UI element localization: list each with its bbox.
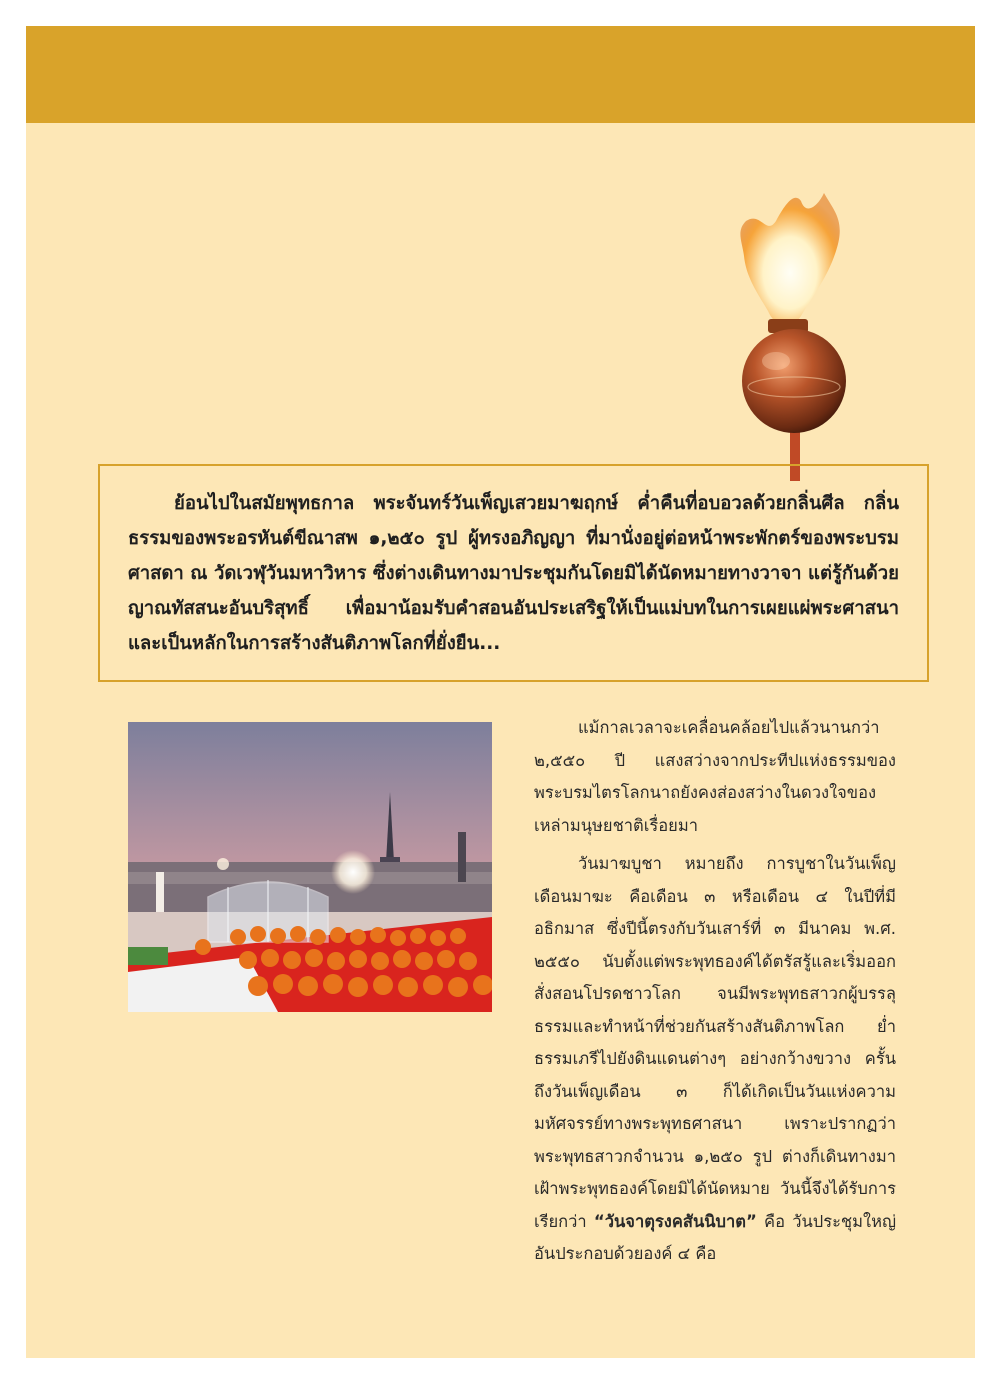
torch-icon <box>706 181 866 481</box>
body-paragraph-1-text: แม้กาลเวลาจะเคลื่อนคล้อยไปแล้วนานกว่า ๒,๕๕๐ ปี แสงสว่างจากประทีปแห่งธรรมของพระบรมไตรโลกนาถยังคงส่องสว่างในดวงใจของเหล่ามนุษยชาติเรื่อยมา <box>534 718 896 835</box>
body-paragraph-1 <box>534 712 896 842</box>
body-column <box>534 712 896 1277</box>
body-paragraph-2 <box>534 848 896 1271</box>
body-paragraph-2-ending: คือ วันประชุมใหญ่อันประกอบด้วยองค์ ๔ คือ <box>534 1211 897 1263</box>
body-paragraph-2-text: วันมาฆบูชา หมายถึง การบูชาในวันเพ็ญเดือนมาฆะ คือเดือน ๓ หรือเดือน ๔ ในปีที่มีอธิกมาส ซึ่งปีนี้ตรงกับวันเสาร์ที่ ๓ มีนาคม พ.ศ. ๒๕๕๐ นับตั้งแต่พระพุทธองค์ได้ตรัสรู้และเริ่มออกสั่งสอนโปรดชาวโลก จนมีพระพุทธสาวกผู้บรรลุธรรมและทำหน้าที่ช่วยกันสร้างสันติภาพโลก ย่ำธรรมเภรีไปยังดินแดนต่างๆ อย่างกว้างขวาง ครั้นถึงวันเพ็ญเดือน ๓ ก็ได้เกิดเป็นวันแห่งความมหัศจรรย์ทางพระพุทธศาสนา เพราะปรากฏว่าพระพุทธสาวกจำนวน ๑,๒๕๐ รูป ต่างก็เดินทางมาเฝ้าพระพุทธองค์โดยมิได้นัดหมาย วันนี้จึงได้รับการเรียกว่า <box>534 854 896 1231</box>
page <box>26 26 975 1358</box>
intro-text <box>128 486 899 661</box>
monks-ceremony-photo <box>128 722 492 1012</box>
chaturongkha-sannibat-term: “วันจาตุรงคสันนิบาต” <box>593 1211 757 1231</box>
intro-paragraph: ย้อนไปในสมัยพุทธกาล พระจันทร์วันเพ็ญเสวยมาฆฤกษ์ ค่ำคืนที่อบอวลด้วยกลิ่นศีล กลิ่นธรรมของพระอรหันต์ขีณาสพ ๑,๒๕๐ รูป ผู้ทรงอภิญญา ที่มานั่งอยู่ต่อหน้าพระพักตร์ของพระบรมศาสดา ณ วัดเวฬุวันมหาวิหาร ซึ่งต่างเดินทางมาประชุมกันโดยมิได้นัดหมายทางวาจา แต่รู้กันด้วยญาณทัสสนะอันบริสุทธิ์ เพื่อมาน้อมรับคำสอนอันประเสริฐให้เป็นแม่บทในการเผยแผ่พระศาสนาและเป็นหลักในการสร้างสันติภาพโลกที่ยั่งยืน... <box>128 493 899 654</box>
header-band <box>26 26 975 123</box>
intro-box <box>98 464 929 682</box>
